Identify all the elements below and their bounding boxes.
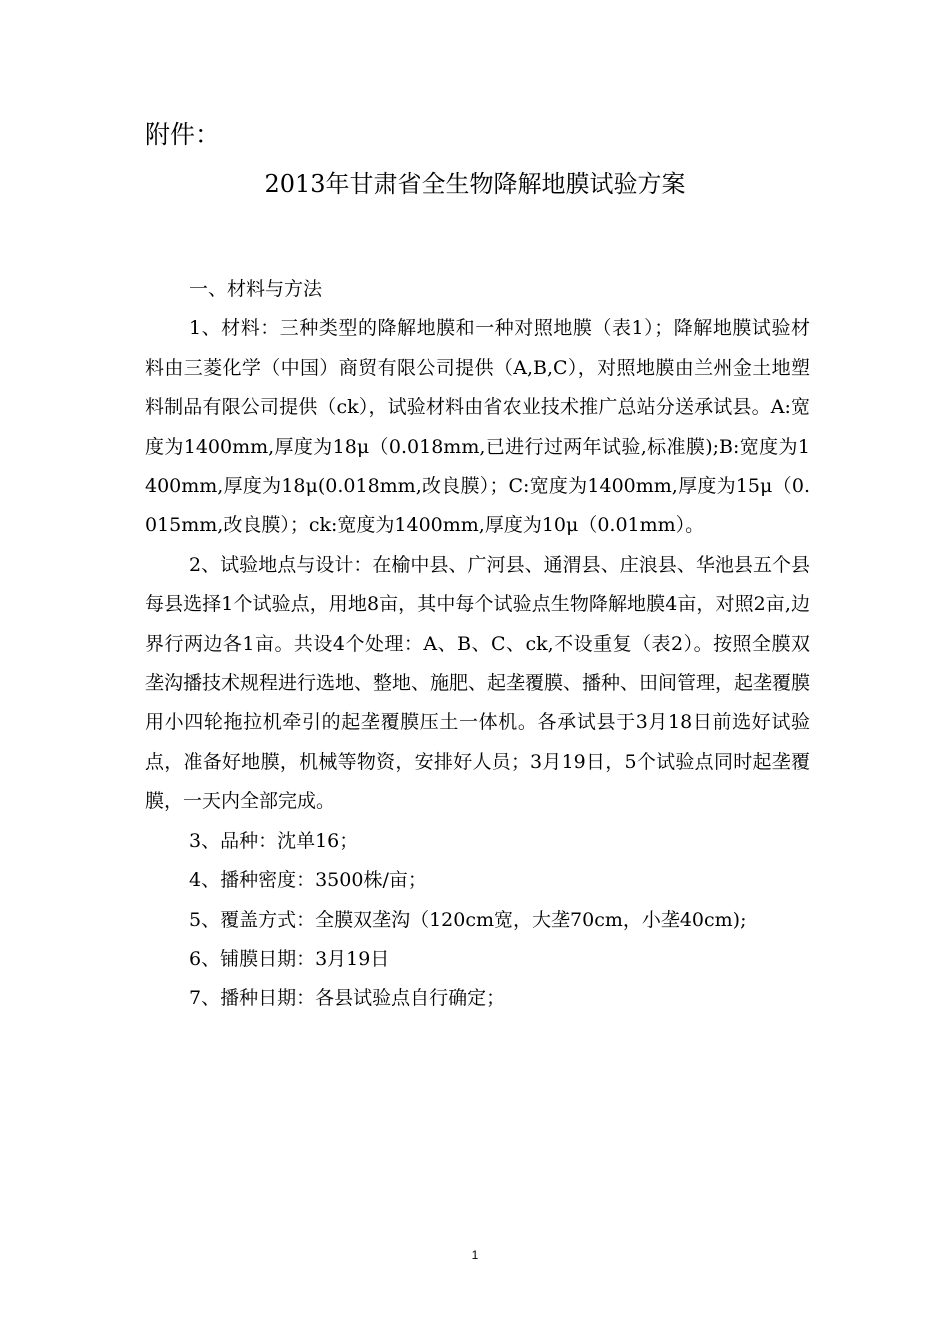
section-heading: 一、材料与方法 (189, 278, 323, 300)
paragraph-site-design: 2、试验地点与设计：在榆中县、广河县、通渭县、庄浪县、华池县五个县每县选择1个试验点，用地8亩，其中每个试验点生物降解地膜4亩，对照2亩,边界行两边各1亩。共设4个处理：A、B、C、ck,不设重复（表2）。按照全膜双垄沟播技术规程进行选地、整地、施肥、起垄覆膜、播种、田间管理，起垄覆膜用小四轮拖拉机牵引的起垄覆膜压土一体机。各承试县于3月18日前选好试验点，准备好地膜，机械等物资，安排好人员；3月19日，5个试验点同时起垄覆膜，一天内全部完成。 (145, 553, 811, 813)
paragraph-coverage: 5、覆盖方式：全膜双垄沟（120cm宽，大垄70cm，小垄40cm); (189, 908, 747, 931)
document-body (145, 270, 810, 1019)
paragraph-materials: 1、材料：三种类型的降解地膜和一种对照地膜（表1）；降解地膜试验材料由三菱化学（中国）商贸有限公司提供（A,B,C），对照地膜由兰州金土地塑料制品有限公司提供（ck），试验材料由省农业技术推广总站分送承试县。A:宽度为1400mm,厚度为18μ（0.018mm,已进行过两年试验,标准膜);B:宽度为1400mm,厚度为18μ(0.018mm,改良膜）；C:宽度为1400mm,厚度为15μ（0.015mm,改良膜）；ck:宽度为1400mm,厚度为10μ（0.01mm）。 (145, 317, 810, 537)
page-number: 1 (471, 1248, 479, 1262)
paragraph-film-date: 6、铺膜日期：3月19日 (189, 947, 390, 970)
attachment-label: 附件： (145, 120, 221, 149)
document-title: 2013年甘肃省全生物降解地膜试验方案 (264, 170, 686, 198)
paragraph-density: 4、播种密度：3500株/亩； (189, 869, 427, 892)
paragraph-sowing-date: 7、播种日期：各县试验点自行确定； (189, 987, 506, 1010)
paragraph-variety: 3、品种：沈单16； (189, 829, 359, 852)
